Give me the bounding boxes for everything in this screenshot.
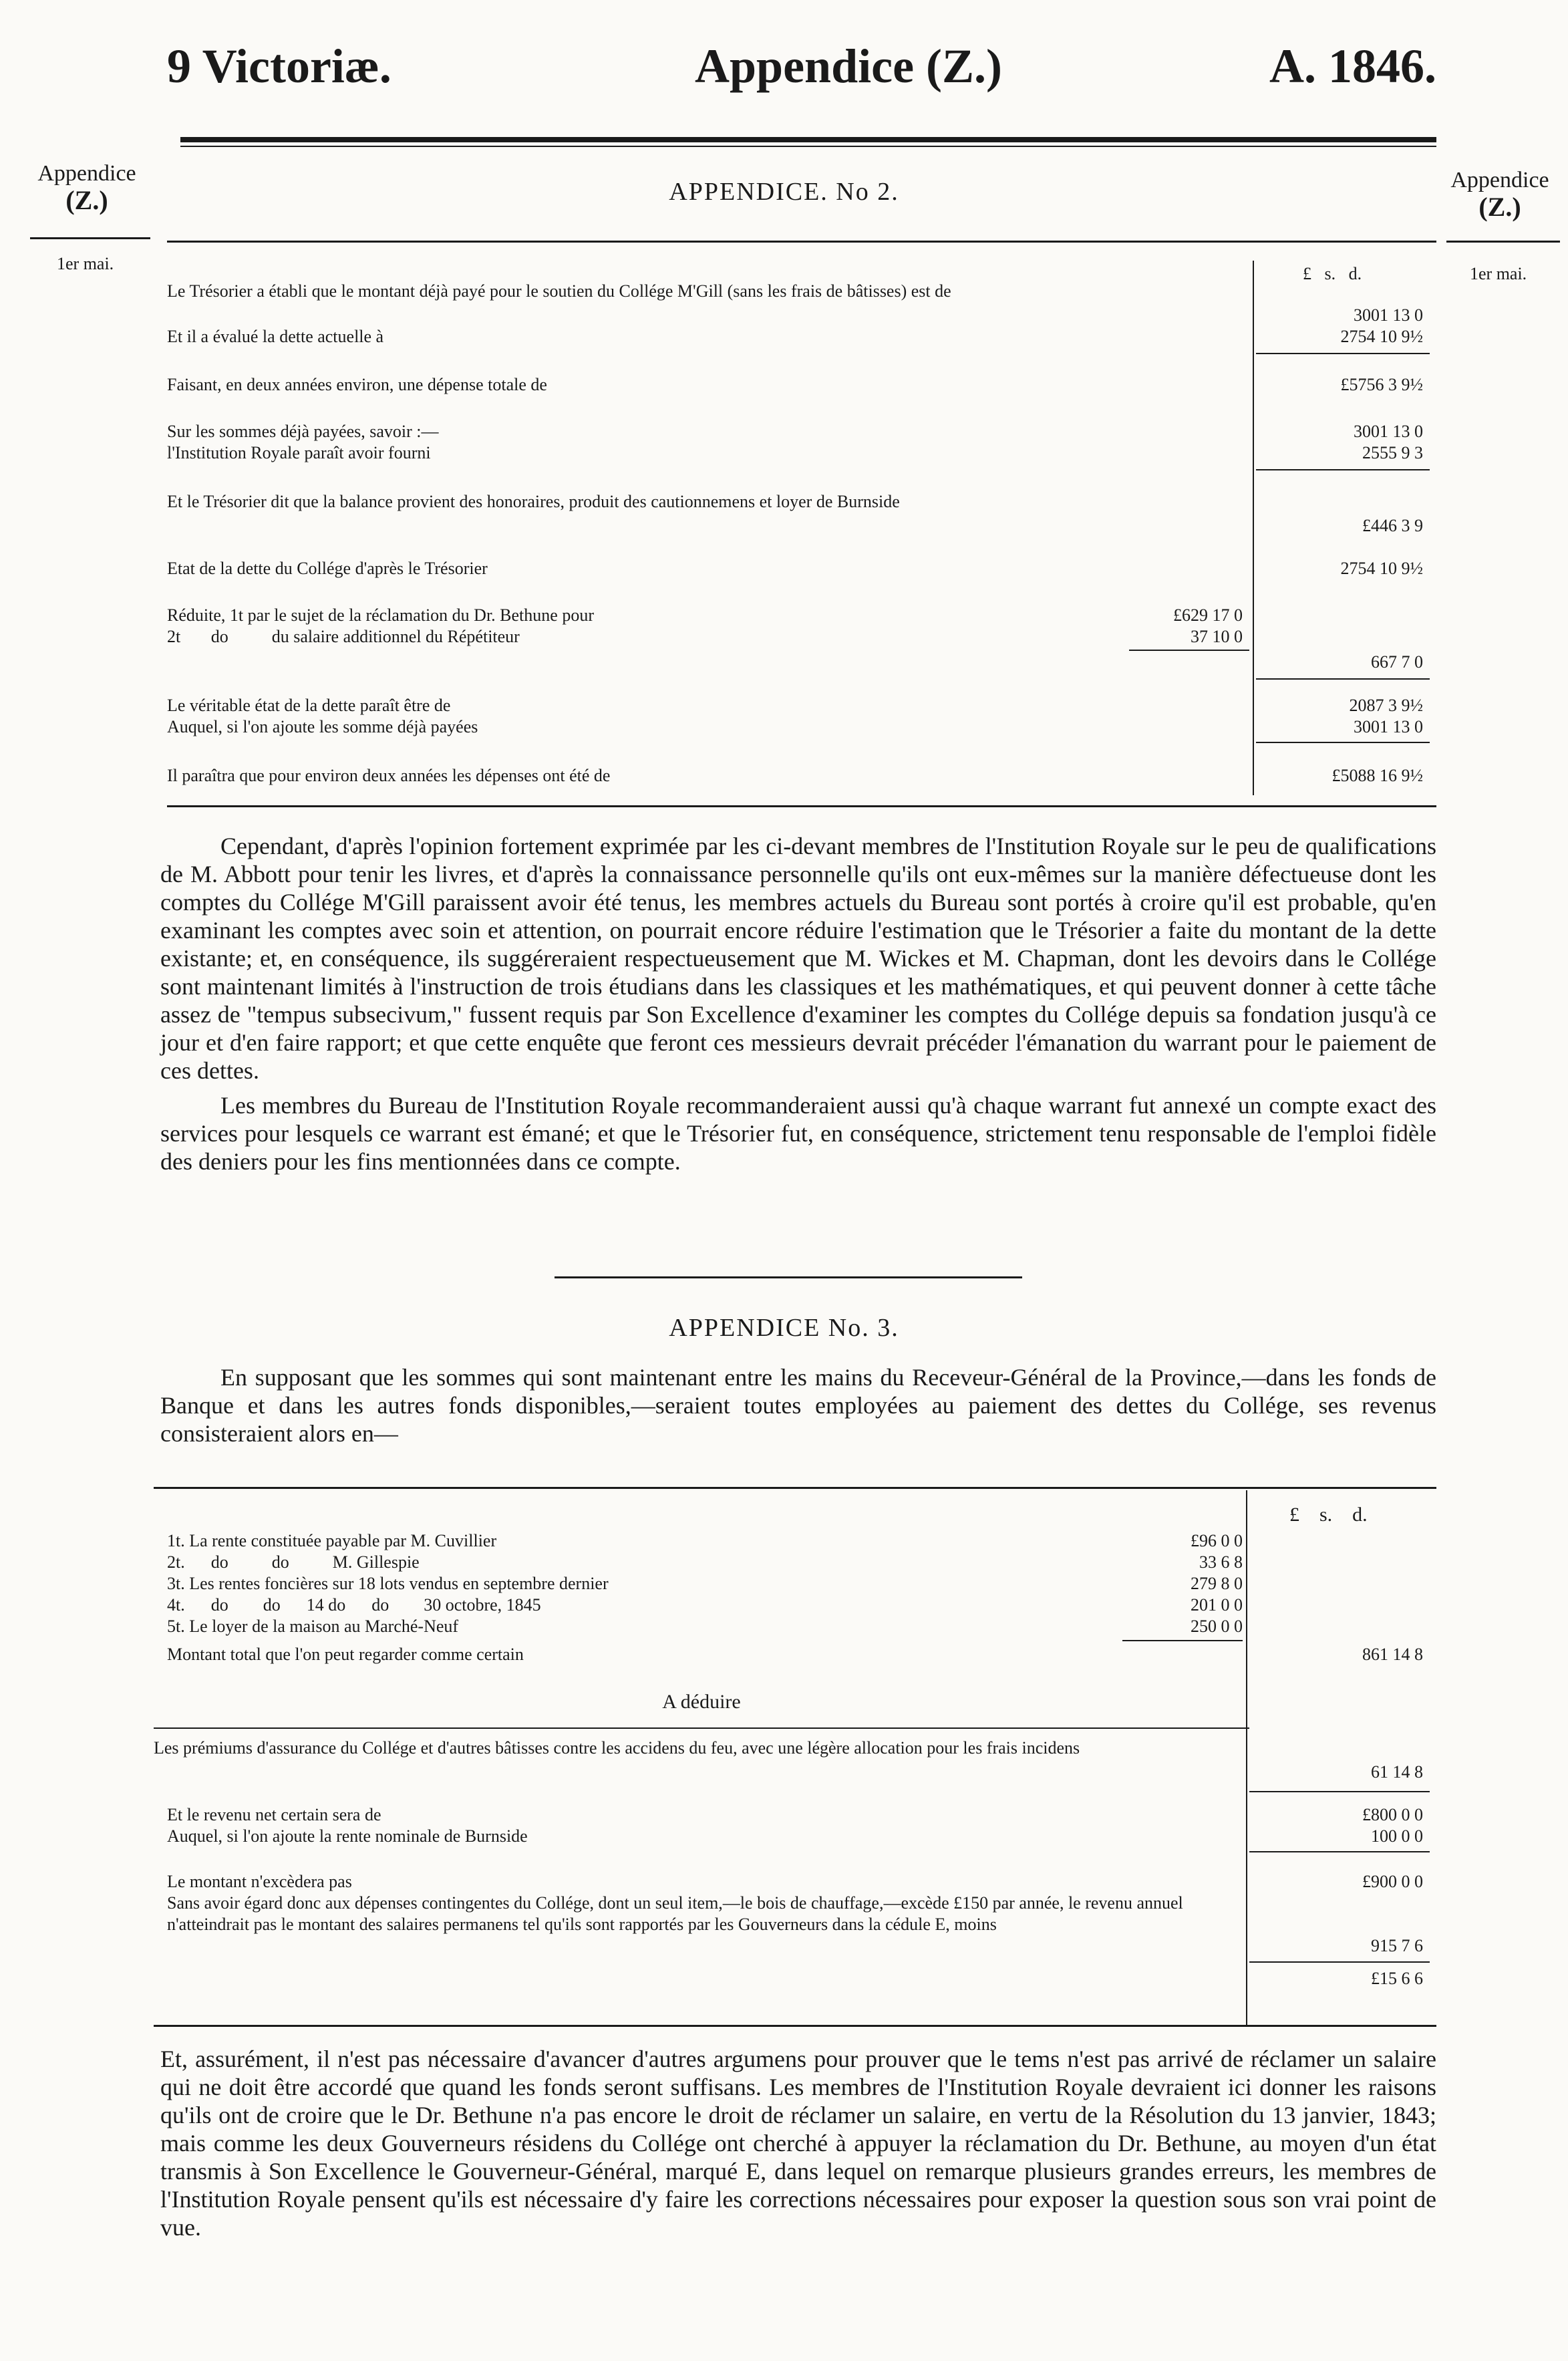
row-inner-amount: 250 0 0 — [1191, 1617, 1243, 1636]
row-text: Etat de la dette du Collége d'après le Trésorier — [167, 559, 488, 578]
row-amount: 61 14 8 — [1371, 1762, 1423, 1782]
appendix3-closing: Et, assurément, il n'est pas nécessaire d'avancer d'autres argumens pour prouver que le tems n'est pas arrivé de réclamer un salaire qui ne doit être accordé que quand les fonds seront suffisans. Les membres de l'Institution Royale devraient ici donner les raisons qu'ils ont de croire que le Dr. Bethune n'a pas encore le droit de réclamer un salaire, en vertu de la Résolution du 13 janvier, 1843; mais comme les deux Gouverneurs résidens du Collége ont cherché à appuyer la réclamation du Dr. Bethune, au moyen d'un état transmis à Son Excellence le Gouverneur-Général, marqué E, dans lequel on remarque plusieurs grandes erreurs, les membres de l'Institution Royale pensent qu'ils est nécessaire d'y faire les corrections nécessaires pour exposer la question sous son vrai point de vue. — [160, 2046, 1436, 2241]
row-inner-amount: 37 10 0 — [1191, 627, 1243, 646]
header-rule-thin — [180, 146, 1436, 147]
row-amount: 915 7 6 — [1371, 1936, 1423, 1955]
appendix2-top-rule — [167, 241, 1436, 243]
row-amount: 3001 13 0 — [1354, 422, 1423, 441]
row-text: l'Institution Royale paraît avoir fourni — [167, 443, 431, 462]
header-center: Appendice (Z.) — [695, 39, 1003, 93]
row-amount: £15 6 6 — [1371, 1969, 1423, 1988]
appendix2-bottom-rule — [167, 805, 1436, 807]
appendix3-top-rule — [154, 1487, 1436, 1489]
row-rule — [1256, 469, 1430, 470]
row-text: Et il a évalué la dette actuelle à — [167, 327, 384, 346]
row-amount: 2754 10 9½ — [1340, 559, 1423, 578]
row-text: Montant total que l'on peut regarder comme certain — [167, 1645, 524, 1664]
row-text: Réduite, 1t par le sujet de la réclamation du Dr. Bethune pour — [167, 605, 594, 625]
row-rule — [1249, 1851, 1430, 1852]
appendix3-intro: En supposant que les sommes qui sont maintenant entre les mains du Receveur-Général de la Province,—dans les fonds de Banque et dans les autres fonds disponibles,—seraient toutes employées au paiement des dettes du Collége, ses revenus consisteraient alors en— — [160, 1364, 1436, 1447]
appendix3-currency-header: £ s. d. — [1289, 1504, 1368, 1526]
row-inner-amount: 33 6 8 — [1199, 1552, 1243, 1572]
row-text: Faisant, en deux années environ, une dépense totale de — [167, 375, 547, 394]
row-text: Auquel, si l'on ajoute les somme déjà payées — [167, 717, 478, 736]
paragraph: Les membres du Bureau de l'Institution Royale recommanderaient aussi qu'à chaque warrant fut annexé un compte exact des services pour lesquels ce warrant est émané; et que le Trésorier fut, en conséquence, strictement tenu responsable de l'emploi fidèle des deniers pour les fins mentionnées dans ce compte. — [160, 1092, 1436, 1175]
row-text: Le véritable état de la dette paraît être de — [167, 696, 451, 715]
margin-right-date: 1er mai. — [1470, 264, 1527, 283]
row-text: 2t do du salaire additionnel du Répétiteur — [167, 627, 520, 646]
row-inner-amount: £629 17 0 — [1173, 605, 1243, 625]
appendix2-column-line — [1253, 261, 1254, 795]
appendix3-title: APPENDICE No. 3. — [669, 1314, 899, 1342]
row-rule — [154, 1727, 1249, 1729]
row-text: Les prémiums d'assurance du Collége et d'autres bâtisses contre les accidens du feu, avec une légère allocation pour les frais incidens — [154, 1738, 1080, 1758]
appendix3-closing-block — [160, 2045, 1436, 2241]
row-text: Et le revenu net certain sera de — [167, 1805, 381, 1824]
row-text: Et le Trésorier dit que la balance provient des honoraires, produit des cautionnemens et loyer de Burnside — [167, 492, 900, 511]
row-text: 5t. Le loyer de la maison au Marché-Neuf — [167, 1617, 459, 1636]
row-inner-amount: 201 0 0 — [1191, 1595, 1243, 1615]
appendix2-title: APPENDICE. No 2. — [669, 178, 899, 206]
row-text: 2t. do do M. Gillespie — [167, 1552, 420, 1572]
row-inner-amount: 279 8 0 — [1191, 1574, 1243, 1593]
row-amount: 861 14 8 — [1362, 1645, 1423, 1664]
row-amount: £446 3 9 — [1362, 516, 1423, 535]
row-text: Le Trésorier a établi que le montant déjà payé pour le soutien du Collége M'Gill (sans les frais de bâtisses) est de — [167, 281, 951, 301]
row-text: Sur les sommes déjà payées, savoir :— — [167, 422, 439, 441]
row-amount: 667 7 0 — [1371, 652, 1423, 672]
row-text: Il paraîtra que pour environ deux années les dépenses ont été de — [167, 766, 611, 785]
row-amount: £900 0 0 — [1362, 1872, 1423, 1891]
row-amount: £5756 3 9½ — [1340, 375, 1423, 394]
row-text: 1t. La rente constituée payable par M. Cuvillier — [167, 1531, 497, 1550]
margin-left-rule — [30, 237, 150, 239]
row-amount: 3001 13 0 — [1354, 305, 1423, 325]
row-text: Sans avoir égard donc aux dépenses contingentes du Collége, dont un seul item,—le bois de chauffage,—excède £150 par année, le revenu annuel n'atteindrait pas le montant des salaires permanens tel qu'ils sont rapportés par les Gouverneurs dans la cédule E, moins — [167, 1893, 1183, 1934]
row-amount: £5088 16 9½ — [1331, 766, 1423, 785]
header-left: 9 Victoriæ. — [167, 39, 391, 93]
deduct-heading: A déduire — [662, 1691, 741, 1713]
row-rule — [1256, 742, 1430, 743]
row-text: 3t. Les rentes foncières sur 18 lots vendus en septembre dernier — [167, 1574, 609, 1593]
appendix2-paragraphs — [160, 832, 1436, 1175]
margin-right-rule — [1446, 241, 1560, 243]
appendix3-bottom-rule — [154, 2025, 1436, 2027]
row-amount: £800 0 0 — [1362, 1805, 1423, 1824]
margin-right-appendice: Appendice — [1450, 168, 1549, 192]
section-divider — [555, 1276, 1022, 1278]
appendix3-column-line — [1246, 1490, 1247, 2025]
row-rule — [1129, 650, 1249, 651]
margin-left-appendice: Appendice — [37, 161, 136, 186]
row-rule — [1249, 1961, 1430, 1963]
row-amount: 3001 13 0 — [1354, 717, 1423, 736]
margin-left-letter: (Z.) — [65, 185, 108, 215]
row-rule — [1249, 1791, 1430, 1792]
row-text: Le montant n'excèdera pas — [167, 1872, 352, 1891]
margin-left-date: 1er mai. — [57, 254, 114, 273]
row-amount: 2754 10 9½ — [1340, 327, 1423, 346]
header-right: A. 1846. — [1269, 39, 1436, 93]
header-rule — [180, 137, 1436, 142]
row-rule — [1256, 678, 1430, 680]
row-text: 4t. do do 14 do do 30 octobre, 1845 — [167, 1595, 541, 1615]
row-text: Auquel, si l'on ajoute la rente nominale de Burnside — [167, 1826, 528, 1846]
margin-right-letter: (Z.) — [1478, 192, 1521, 222]
row-amount: 100 0 0 — [1371, 1826, 1423, 1846]
row-rule — [1122, 1640, 1243, 1641]
appendix3-intro-block — [160, 1363, 1436, 1447]
paragraph: Cependant, d'après l'opinion fortement exprimée par les ci-devant membres de l'Institution Royale sur le peu de qualifications de M. Abbott pour tenir les livres, et d'après la connaissance personnelle qu'ils ont eux-mêmes sur la manière défectueuse dont les comptes du Collége M'Gill paraissent avoir été tenus, les membres actuels du Bureau sont portés à croire qu'il est probable, qu'en examinant les comptes avec soin et attention, on pourrait encore réduire l'estimation que le Trésorier a faite du montant de la dette existante; et, en conséquence, ils suggéreraient respectueusement que M. Wickes et M. Chapman, dont les devoirs dans le Collége sont maintenant limités à l'instruction de trois étudians dans les classiques et les mathématiques, et qui peuvent donner à cette tâche assez de "tempus subsecivum," fussent requis par Son Excellence d'examiner les comptes du Collége depuis sa fondation jusqu'à ce jour et d'en faire rapport; et que cette enquête que feront ces messieurs devrait précéder l'émanation du warrant pour le paiement de ces dettes. — [160, 833, 1436, 1084]
row-amount: 2555 9 3 — [1362, 443, 1423, 462]
row-inner-amount: £96 0 0 — [1191, 1531, 1243, 1550]
appendix2-currency-header: £ s. d. — [1303, 264, 1362, 283]
row-amount: 2087 3 9½ — [1349, 696, 1423, 715]
row-rule — [1256, 353, 1430, 354]
